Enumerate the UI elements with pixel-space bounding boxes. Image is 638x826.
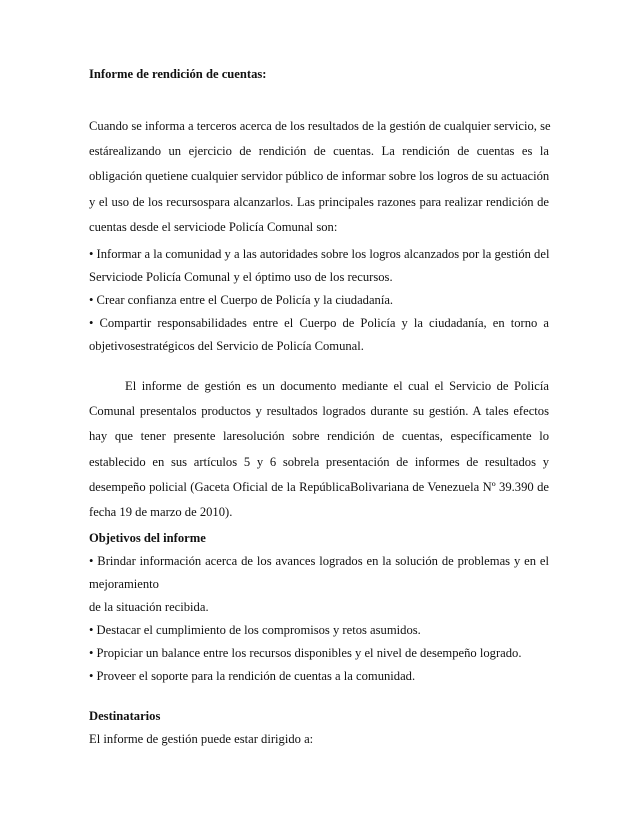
intro-line: estárealizando un ejercicio de rendición de cuentas. La rendición de cuentas es la — [89, 144, 549, 158]
gestion-line: hay que tener presente laresolución sobre rendición de cuentas, específicamente lo — [89, 429, 549, 443]
gestion-line: Comunal presentalos productos y resultados logrados durante su gestión. A tales efectos — [89, 404, 549, 418]
gestion-line: establecido en sus artículos 5 y 6 sobrela presentación de informes de resultados y — [89, 455, 549, 469]
objective-line: • Propiciar un balance entre los recursos disponibles y el nivel de desempeño logrado. — [89, 646, 522, 660]
objective-line: • Destacar el cumplimiento de los compromisos y retos asumidos. — [89, 623, 421, 637]
reason-line: Serviciode Policía Comunal y el óptimo uso de los recursos. — [89, 270, 393, 284]
objective-line: • Brindar información acerca de los avances logrados en la solución de problemas y en el — [89, 554, 549, 568]
reason-line: • Informar a la comunidad y a las autoridades sobre los logros alcanzados por la gestión del — [89, 247, 550, 261]
objective-line: mejoramiento — [89, 577, 159, 591]
reason-line: • Compartir responsabilidades entre el Cuerpo de Policía y la ciudadanía, en torno a — [89, 316, 549, 330]
recipients-line: El informe de gestión puede estar dirigido a: — [89, 732, 314, 746]
objective-line: de la situación recibida. — [89, 600, 209, 614]
gestion-line: fecha 19 de marzo de 2010). — [89, 505, 233, 519]
reason-line: objetivosestratégicos del Servicio de Policía Comunal. — [89, 339, 364, 353]
intro-line: cuentas desde el serviciode Policía Comunal son: — [89, 220, 338, 234]
heading-destinatarios: Destinatarios — [89, 709, 161, 723]
intro-line: obligación quetiene cualquier servidor público de informar sobre los logros de su actuación — [89, 169, 550, 183]
objective-line: • Proveer el soporte para la rendición de cuentas a la comunidad. — [89, 669, 416, 683]
gestion-line: El informe de gestión es un documento mediante el cual el Servicio de Policía — [125, 379, 549, 393]
intro-line: y el uso de los recursospara alcanzarlos. Las principales razones para realizar rendición de — [89, 195, 549, 209]
gestion-line: desempeño policial (Gaceta Oficial de la RepúblicaBolivariana de Venezuela Nº 39.390 de — [89, 480, 549, 494]
intro-line: Cuando se informa a terceros acerca de los resultados de la gestión de cualquier servicio, se — [89, 119, 551, 133]
reason-line: • Crear confianza entre el Cuerpo de Policía y la ciudadanía. — [89, 293, 394, 307]
heading-informe: Informe de rendición de cuentas: — [89, 67, 267, 81]
heading-objetivos: Objetivos del informe — [89, 531, 206, 545]
